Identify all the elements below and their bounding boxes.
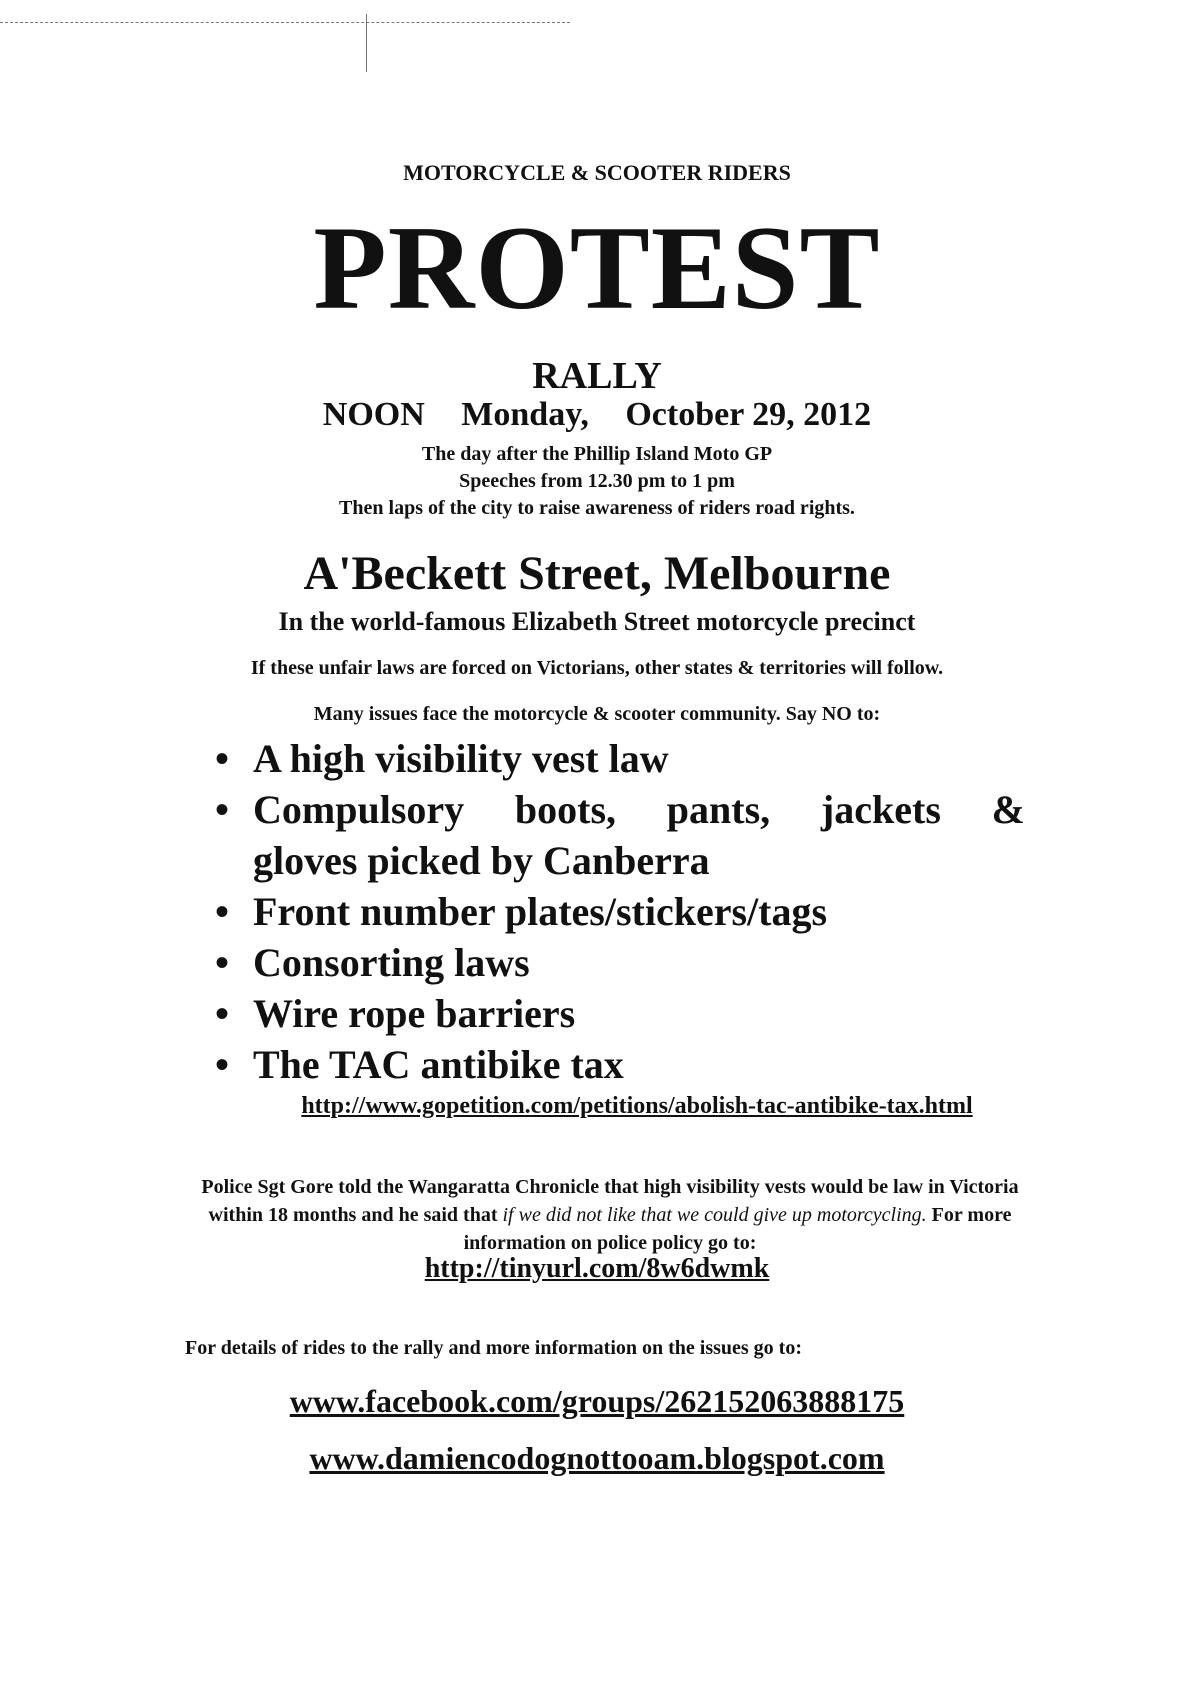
issue-word: jackets	[820, 787, 941, 832]
bullet-icon: •	[215, 991, 230, 1036]
issue-text-continuation: gloves picked by Canberra	[253, 838, 710, 883]
police-quote: if we did not like that we could give up motorcycling.	[502, 1204, 927, 1226]
issues-list	[215, 733, 1025, 1090]
petition-link[interactable]: http://www.gopetition.com/petitions/abolish-tac-antibike-tax.html	[301, 1093, 973, 1119]
detail-line: Then laps of the city to raise awareness of riders road rights.	[339, 497, 855, 519]
issue-word: Compulsory	[253, 787, 465, 832]
scan-artifact-line	[0, 22, 570, 23]
list-item	[215, 733, 1025, 784]
list-item	[215, 886, 1025, 937]
rally-heading: RALLY	[532, 355, 662, 397]
issue-text-line	[253, 784, 1025, 835]
bullet-icon: •	[215, 787, 230, 832]
blog-link[interactable]: www.damiencodognottooam.blogspot.com	[309, 1440, 885, 1476]
issue-text: The TAC antibike tax	[253, 1042, 624, 1087]
police-paragraph	[180, 1173, 1040, 1257]
issue-text: Consorting laws	[253, 940, 530, 985]
police-text-more: For more information on police policy go to:	[463, 1204, 1012, 1254]
event-location: A'Beckett Street, Melbourne	[303, 547, 891, 600]
issue-text: Front number plates/stickers/tags	[253, 889, 828, 934]
issue-word: boots,	[514, 787, 617, 832]
issue-text: A high visibility vest law	[253, 736, 669, 781]
flyer-headline: PROTEST	[313, 201, 881, 334]
bullet-icon: •	[215, 736, 230, 781]
facebook-link[interactable]: www.facebook.com/groups/262152063888175	[289, 1383, 905, 1419]
warning-text: If these unfair laws are forced on Victorians, other states & territories will follow.	[250, 657, 944, 679]
list-item	[215, 937, 1025, 988]
bullet-icon: •	[215, 940, 230, 985]
issues-intro: Many issues face the motorcycle & scooter community. Say NO to:	[313, 703, 881, 725]
event-precinct: In the world-famous Elizabeth Street motorcycle precinct	[278, 607, 916, 636]
event-calendar-date: October 29, 2012	[625, 396, 872, 433]
issue-word: pants,	[666, 787, 771, 832]
list-item	[215, 1039, 1025, 1090]
issue-text: Wire rope barriers	[253, 991, 576, 1036]
details-text: For details of rides to the rally and more information on the issues go to:	[185, 1337, 803, 1359]
bullet-icon: •	[215, 1042, 230, 1087]
detail-line: Speeches from 12.30 pm to 1 pm	[459, 470, 735, 492]
tinyurl-link[interactable]: http://tinyurl.com/8w6dwmk	[424, 1253, 770, 1284]
flyer-subtitle: MOTORCYCLE & SCOOTER RIDERS	[403, 160, 791, 185]
event-time: NOON	[322, 396, 425, 433]
scan-artifact-tick	[366, 14, 367, 72]
detail-line: The day after the Phillip Island Moto GP	[421, 443, 773, 465]
list-item	[215, 988, 1025, 1039]
issue-word: &	[991, 787, 1025, 832]
police-text: Police Sgt Gore told the Wangaratta Chronicle that high visibility vests would be law in Victoria within 18 months and he said that	[201, 1176, 1019, 1226]
list-item	[215, 784, 1025, 886]
event-day: Monday,	[461, 396, 589, 433]
bullet-icon: •	[215, 889, 230, 934]
event-date	[0, 396, 1194, 434]
